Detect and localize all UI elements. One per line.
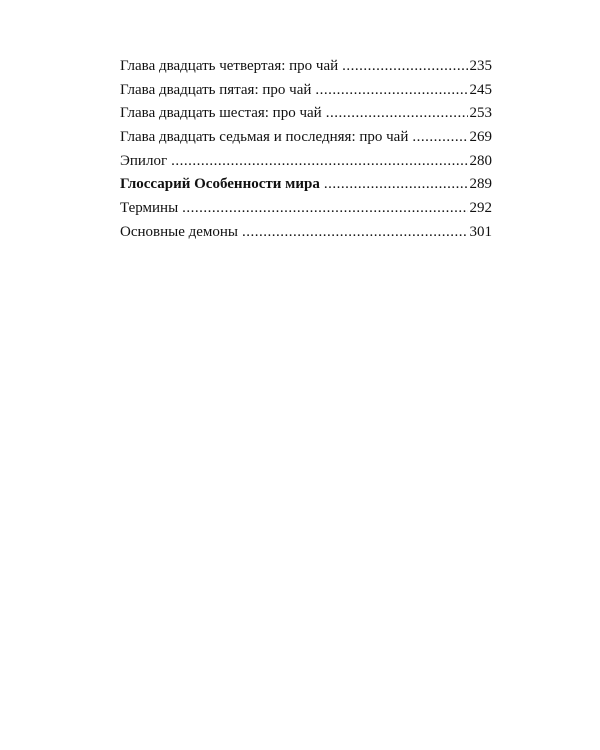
toc-entry (120, 126, 492, 150)
toc-entry-title: Глоссарий Особенности мира (120, 176, 320, 193)
toc-entry (120, 150, 492, 174)
toc-entry-page: 280 (469, 152, 492, 169)
toc-entry (120, 79, 492, 103)
toc-entry-page: 301 (469, 223, 492, 240)
toc-entry (120, 221, 492, 245)
toc-entry-page: 253 (469, 105, 492, 122)
toc-entry-title: Основные демоны (120, 223, 239, 240)
toc-dot-leader (324, 173, 468, 197)
toc-entry-title: Термины (120, 200, 179, 217)
toc-dot-leader (315, 79, 467, 103)
toc-dot-leader (412, 126, 467, 150)
toc-entry-page: 292 (469, 200, 492, 217)
toc-entry (120, 102, 492, 126)
toc-entry-section-heading (120, 173, 492, 197)
toc-entry-title: Глава двадцать четвертая: про чай (120, 58, 339, 74)
toc-entry-title: Глава двадцать седьмая и последняя: про чай (120, 129, 409, 146)
toc-entry-title: Глава двадцать пятая: про чай (120, 81, 312, 98)
toc-entry (120, 55, 492, 79)
toc-dot-leader (326, 102, 468, 126)
toc-entry-page: 235 (469, 58, 492, 74)
toc-entry-page: 245 (469, 81, 492, 98)
toc-entry-title: Эпилог (120, 152, 168, 169)
toc-entry-page: 289 (469, 176, 492, 193)
toc-dot-leader (342, 55, 467, 79)
toc-dot-leader (242, 221, 467, 245)
toc-entry-page: 269 (469, 129, 492, 146)
toc-dot-leader (182, 197, 467, 221)
table-of-contents (120, 55, 492, 245)
toc-dot-leader (171, 150, 467, 174)
toc-entry-title: Глава двадцать шестая: про чай (120, 105, 322, 122)
toc-entry (120, 197, 492, 221)
